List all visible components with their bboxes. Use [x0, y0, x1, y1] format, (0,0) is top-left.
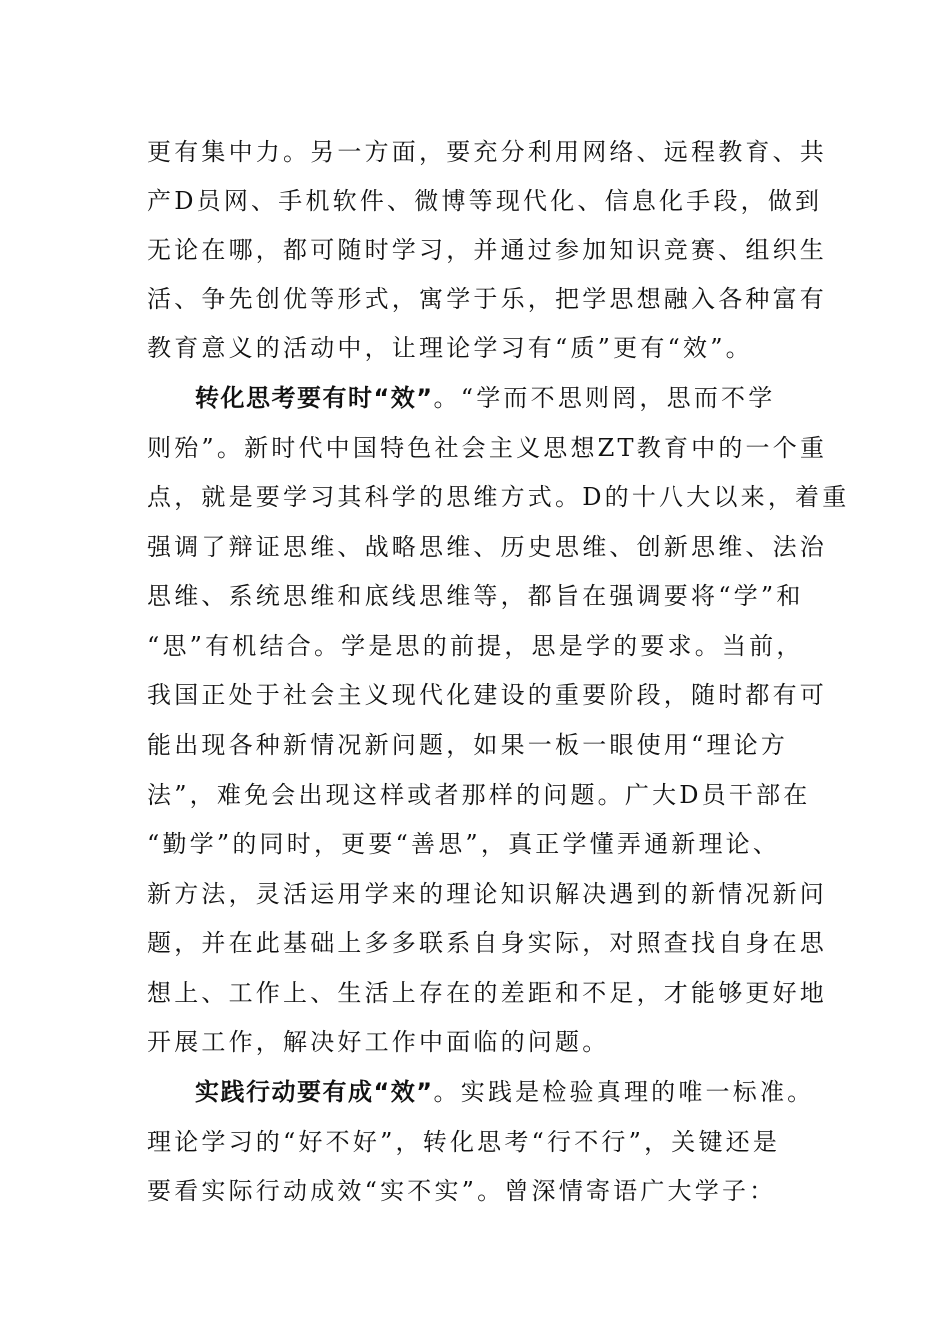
paragraph-line: 开展工作，解决好工作中面临的问题。 — [147, 1028, 610, 1056]
paragraph-line: 强调了辩证思维、战略思维、历史思维、创新思维、法治 — [147, 533, 827, 561]
section-lead-text: 。实践是检验真理的唯一标准。 — [433, 1078, 815, 1106]
paragraph-line: 无论在哪，都可随时学习，并通过参加知识竞赛、组织生 — [147, 236, 827, 264]
paragraph-line: 产D员网、手机软件、微博等现代化、信息化手段，做到 — [147, 187, 823, 215]
paragraph-line: 能出现各种新情况新问题，如果一板一眼使用“理论方 — [147, 731, 789, 759]
paragraph-line: 理论学习的“好不好”，转化思考“行不行”，关键还是 — [147, 1128, 781, 1156]
paragraph-line: 想上、工作上、生活上存在的差距和不足，才能够更好地 — [147, 979, 827, 1007]
paragraph-line: 题，并在此基础上多多联系自身实际，对照查找自身在思 — [147, 929, 827, 957]
paragraph-line: “思”有机结合。学是思的前提，思是学的要求。当前， — [147, 632, 804, 660]
paragraph-line: 点，就是要学习其科学的思维方式。D的十八大以来，着重 — [147, 483, 850, 511]
section-heading: 转化思考要有时“效” — [195, 384, 434, 412]
paragraph-line: “勤学”的同时，更要“善思”，真正学懂弄通新理论、 — [147, 830, 781, 858]
paragraph-line: 法”，难免会出现这样或者那样的问题。广大D员干部在 — [147, 781, 811, 809]
section-lead-text: 。“学而不思则罔，思而不学 — [433, 384, 776, 412]
paragraph-line: 要看实际行动成效“实不实”。曾深情寄语广大学子： — [147, 1177, 777, 1205]
section-heading: 实践行动要有成“效” — [195, 1078, 434, 1106]
section-first-line — [195, 1072, 815, 1112]
paragraph-line: 活、争先创优等形式，寓学于乐，把学思想融入各种富有 — [147, 285, 827, 313]
paragraph-line: 教育意义的活动中，让理论学习有“质”更有“效”。 — [147, 334, 753, 362]
paragraph-line: 更有集中力。另一方面，要充分利用网络、远程教育、共 — [147, 138, 827, 166]
paragraph-line: 思维、系统思维和底线思维等，都旨在强调要将“学”和 — [147, 582, 804, 610]
paragraph-line: 新方法，灵活运用学来的理论知识解决遇到的新情况新问 — [147, 880, 827, 908]
paragraph-line: 我国正处于社会主义现代化建设的重要阶段，随时都有可 — [147, 681, 827, 709]
paragraph-line: 则殆”。新时代中国特色社会主义思想ZT教育中的一个重 — [147, 434, 828, 462]
section-first-line — [195, 378, 812, 418]
